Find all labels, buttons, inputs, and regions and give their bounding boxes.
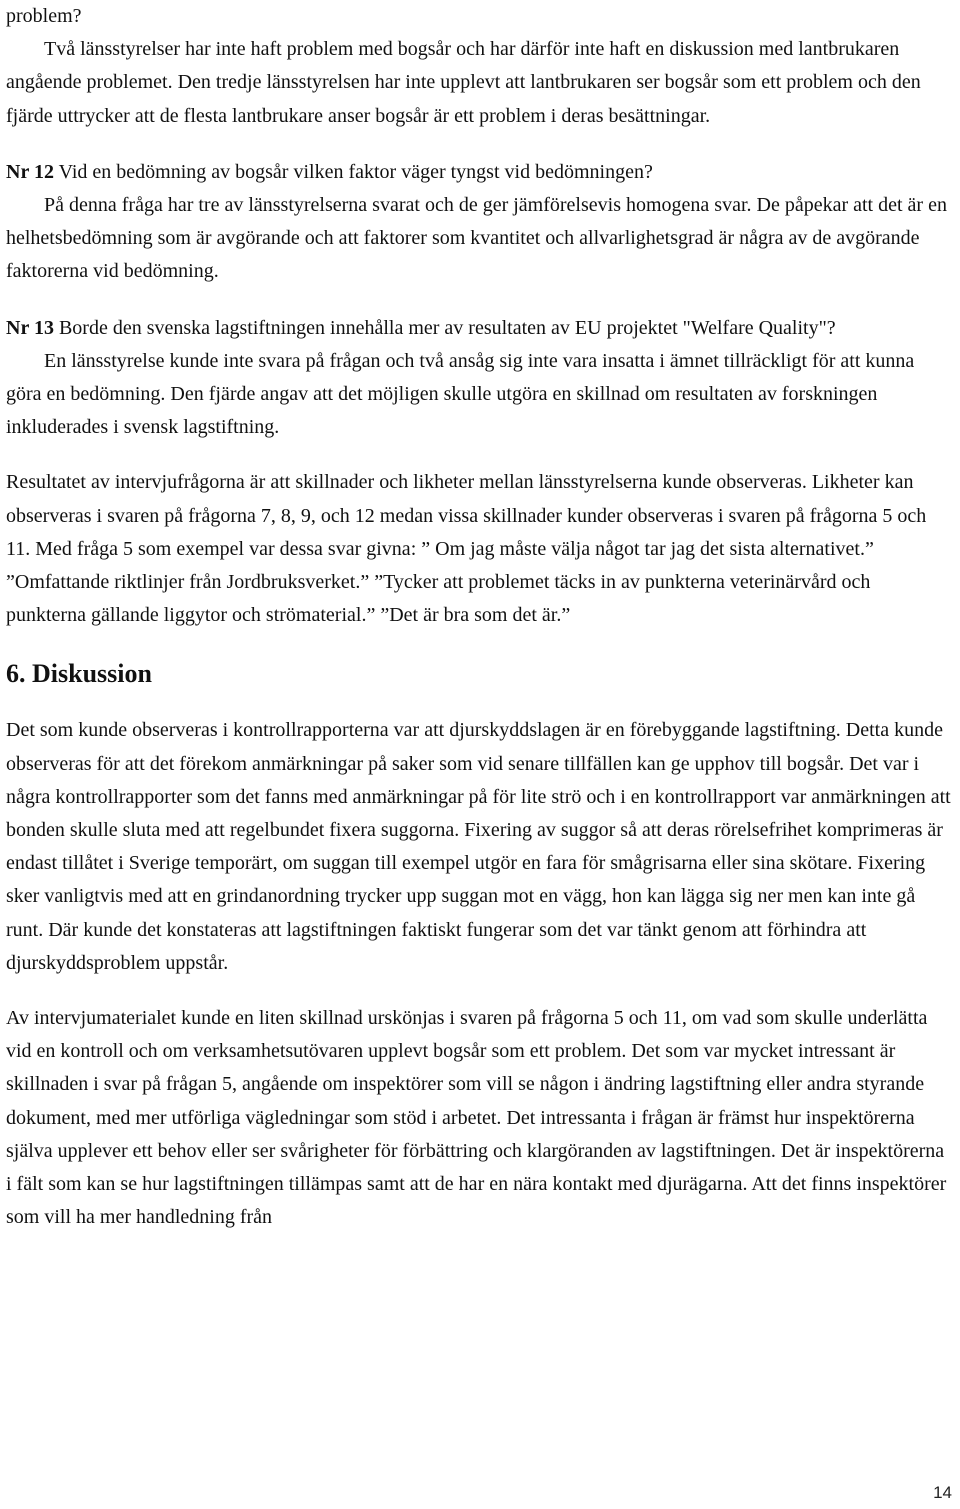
paragraph-question-11-answer: Två länsstyrelser har inte haft problem med bogsår och har därför inte haft en diskussion med lantbrukaren angående problemet. Den tredje länsstyrelsen har inte upplevt att lantbrukaren ser bogsår som ett problem och den fjärde uttrycker att de flesta lantbrukare anser bogsår är ett problem i deras besättningar. <box>6 38 921 127</box>
paragraph-question-12-answer: På denna fråga har tre av länsstyrelserna svarat och de ger jämförelsevis homogena svar. De påpekar att det är en helhetsbedömning som är avgörande och att faktorer som kvantitet och allvarlighetsgrad är några av de avgörande faktorerna vid bedömning. <box>6 194 947 283</box>
document-page <box>6 0 952 1235</box>
question-12-label: Nr 12 <box>6 160 54 183</box>
paragraph-question-13-answer: En länsstyrelse kunde inte svara på frågan och två ansåg sig inte vara insatta i ämnet tillräckligt för att kunna göra en bedömning. Den fjärde angav att det möjligen skulle utgöra en skillnad om resultaten av forskningen inkluderades i svensk lagstiftning. <box>6 349 915 439</box>
question-13-label: Nr 13 <box>6 316 54 339</box>
question-12-text: Vid en bedömning av bogsår vilken faktor väger tyngst vid bedömningen? <box>53 160 653 183</box>
paragraph-discussion-1: Det som kunde observeras i kontrollrapporterna var att djurskyddslagen är en förebyggande lagstiftning. Detta kunde observeras för att det förekom anmärkningar på saker som vid senare tillfällen kan ge upphov till bogsår. Det var i några kontrollrapporter som det fanns med anmärkningar på för lite strö och i en kontrollrapport var anmärkningen att bonden skulle sluta med att regelbundet fixera suggorna. Fixering av suggor så att deras rörelsefrihet komprimeras är endast tillåtet i Sverige temporärt, om suggan till exempel utgör en fara för smågrisarna eller sina skötare. Fixering sker vanligtvis med att en grindanordning trycker upp suggan mot en vägg, hon kan lägga sig ner men kan inte gå runt. Där kunde det konstateras att lagstiftningen faktiskt fungerar som det var tänkt genom att förhindra att djurskyddsproblem uppstår. <box>6 719 951 974</box>
question-12 <box>6 156 952 189</box>
page-number: 14 <box>933 1483 952 1502</box>
paragraph-discussion-2: Av intervjumaterialet kunde en liten skillnad urskönjas i svaren på frågorna 5 och 11, om vad som skulle underlätta vid en kontroll och om verksamhetsutövaren upplevt bogsår som ett problem. Det som var mycket intressant är skillnaden i svar på frågan 5, angående om inspektörer som vill se någon i ändring lagstiftning eller andra styrande dokument, med mer utförliga vägledningar som stöd i arbetet. Det intressanta i frågan är främst hur inspektörerna själva upplever ett behov eller ser svårigheter för förbättring och klargöranden av lagstiftningen. Det är inspektörerna i fält som kan se hur lagstiftningen tillämpas samt att de har en nära kontakt med djurägarna. Att det finns inspektörer som vill ha mer handledning från <box>6 1007 947 1229</box>
paragraph-results-summary: Resultatet av intervjufrågorna är att skillnader och likheter mellan länsstyrelserna kunde observeras. Likheter kan observeras i svaren på frågorna 7, 8, 9, och 12 medan vissa skillnader kunder observeras i svaren på frågorna 5 och 11. Med fråga 5 som exempel var dessa svar givna: ” Om jag måste välja något tar jag det sista alternativet.” ”Omfattande riktlinjer från Jordbruksverket.” ”Tycker att problemet täcks in av punkterna veterinärvård och punkterna gällande liggytor och strömaterial.” ”Det är bra som det är.” <box>6 471 927 627</box>
paragraph-continuation: problem? <box>6 5 82 27</box>
question-13-text: Borde den svenska lagstiftningen innehålla mer av resultaten av EU projektet "Welfare Quality"? <box>53 316 836 339</box>
question-13 <box>6 312 952 345</box>
section-heading: 6. Diskussion <box>6 659 152 689</box>
